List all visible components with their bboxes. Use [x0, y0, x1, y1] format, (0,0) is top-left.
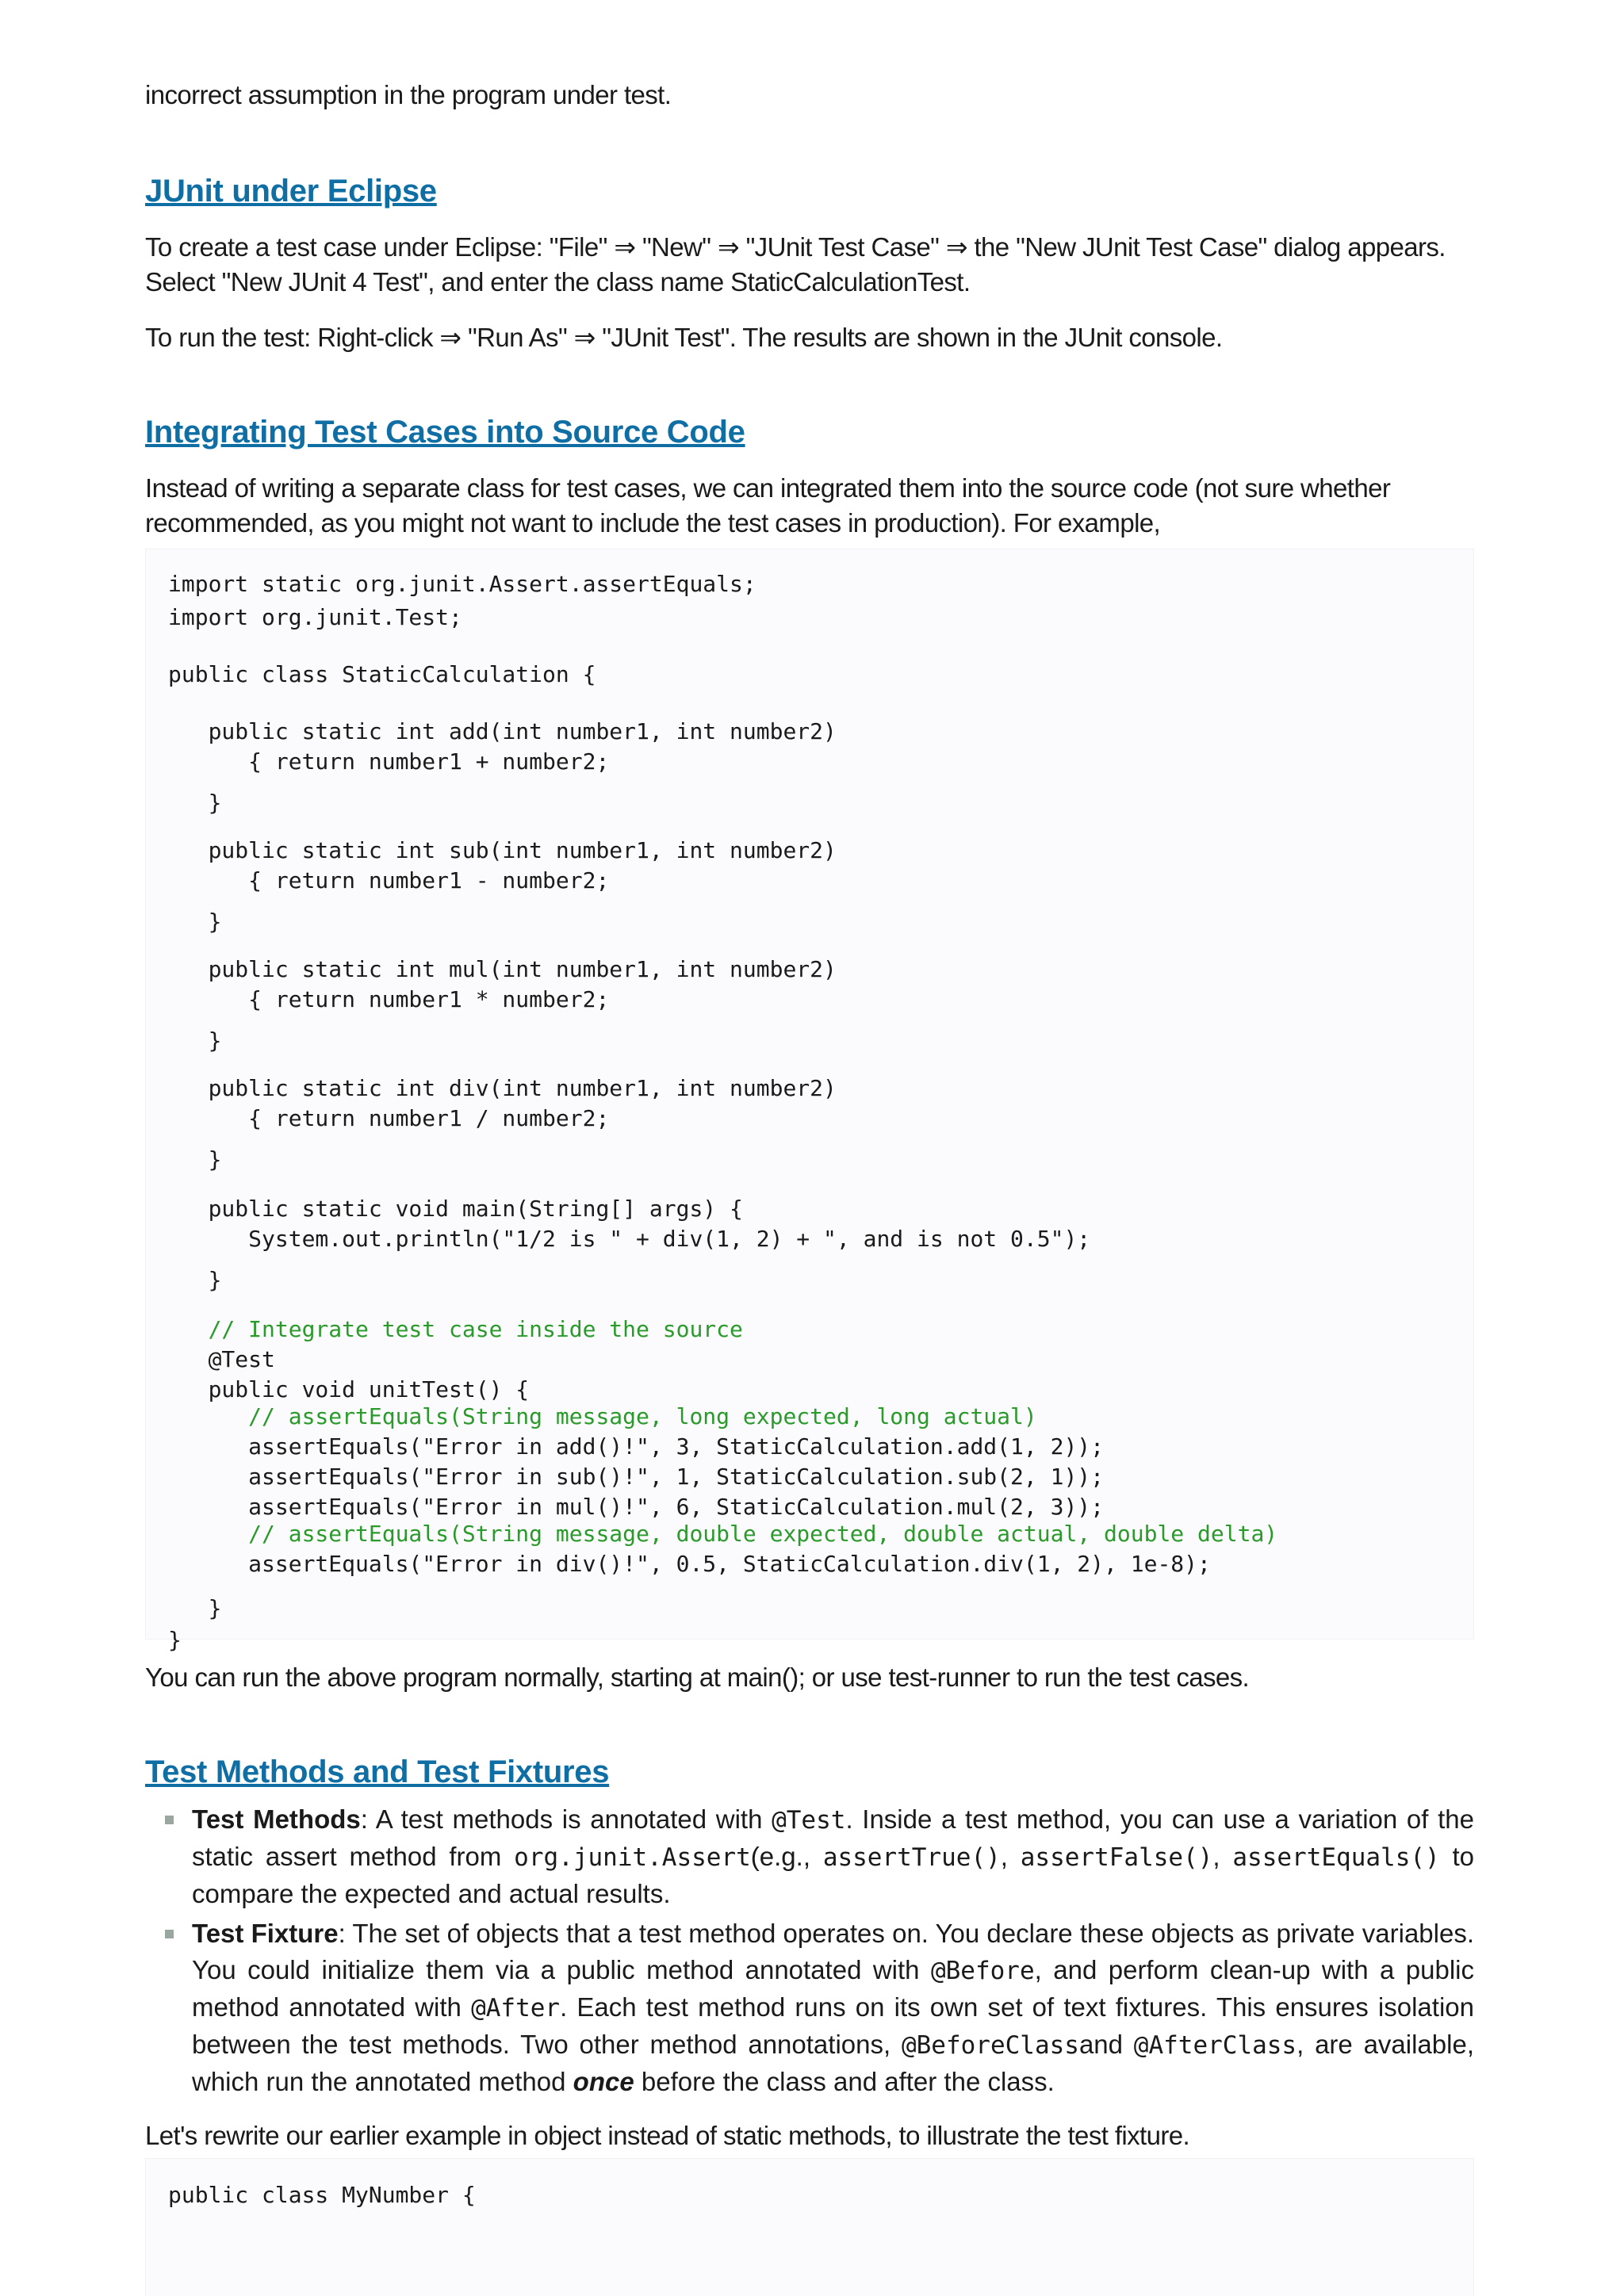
text: (e.g.,: [750, 1842, 823, 1871]
code-assert-equals: assertEquals(): [1232, 1843, 1440, 1872]
code-line: public static int add(int number1, int number2): [168, 718, 837, 744]
bullet-test-fixture: [145, 1915, 1474, 2100]
heading-integrating-test-cases[interactable]: Integrating Test Cases into Source Code: [145, 415, 745, 450]
code-line: }: [168, 1267, 222, 1293]
bullet-test-methods: [145, 1801, 1474, 1912]
code-line: public static int div(int number1, int number2): [168, 1075, 837, 1101]
text: to compare the expected and actual results.: [192, 1842, 1475, 1908]
code-afterclass-annotation: @AfterClass: [1133, 2031, 1297, 2060]
code-line: System.out.println("1/2 is " + div(1, 2) + ", and is not 0.5");: [168, 1226, 1091, 1252]
text: before the class and after the class.: [634, 2067, 1055, 2096]
intro-tail-text: incorrect assumption in the program under test.: [145, 80, 672, 109]
junit-eclipse-paragraph-1: To create a test case under Eclipse: "File" ⇒ "New" ⇒ "JUnit Test Case" ⇒ the "New JUnit Test Case" dialog appears. Select "New JUnit 4 Test", and enter the class name StaticCalculationTest.: [145, 232, 1446, 297]
code-line: { return number1 - number2;: [168, 867, 610, 894]
text: and: [1078, 2030, 1134, 2059]
code-after-annotation: @After: [471, 1994, 561, 2022]
text: : A test methods is annotated with: [360, 1804, 772, 1834]
code-line: }: [168, 1595, 222, 1621]
rewrite-paragraph: Let's rewrite our earlier example in object instead of static methods, to illustrate the test fixture.: [145, 2121, 1190, 2150]
code-line: }: [168, 1146, 222, 1173]
code-test-annotation: @Test: [772, 1806, 846, 1835]
code-before-annotation: @Before: [930, 1957, 1035, 1985]
integrating-paragraph-1: Instead of writing a separate class for test cases, we can integrated them into the source code (not sure whether recommended, as you might not want to include the test cases in production). For example,: [145, 473, 1391, 538]
text: , and perform clean-up with a public method annotated with: [192, 1955, 1475, 2022]
code-block-static-calculation: [145, 549, 1474, 1653]
bullet-square-icon: [165, 1816, 174, 1824]
code-line: public class StaticCalculation {: [168, 661, 596, 687]
code-line: public class MyNumber {: [168, 2182, 476, 2208]
bullet-square-icon: [165, 1930, 174, 1938]
code-line: assertEquals("Error in div()!", 0.5, StaticCalculation.div(1, 2), 1e-8);: [168, 1551, 1211, 1577]
code-line: assertEquals("Error in mul()!", 6, StaticCalculation.mul(2, 3));: [168, 1494, 1105, 1520]
code-line: }: [168, 1027, 222, 1054]
term-test-fixture: Test Fixture: [192, 1919, 339, 1948]
code-comment-line: // assertEquals(String message, long expected, long actual): [168, 1403, 1037, 1429]
code-line: public static void main(String[] args) {: [168, 1196, 743, 1222]
junit-eclipse-paragraph-2: To run the test: Right-click ⇒ "Run As" ⇒ "JUnit Test". The results are shown in the JUnit console.: [145, 323, 1223, 352]
emphasis-once: once: [573, 2067, 634, 2096]
text: , are available, which run the annotated method: [192, 2030, 1474, 2096]
code-beforeclass-annotation: @BeforeClass: [901, 2031, 1079, 2060]
heading-junit-under-eclipse[interactable]: JUnit under Eclipse: [145, 174, 437, 209]
code-line: public void unitTest() {: [168, 1376, 530, 1402]
fixtures-bullet-list: [145, 1801, 1474, 2100]
code-line: { return number1 / number2;: [168, 1105, 610, 1131]
code-line: public static int sub(int number1, int number2): [168, 837, 837, 863]
code-block-mynumber: [145, 2158, 1474, 2296]
code-line: }: [168, 790, 222, 816]
code-line: assertEquals("Error in sub()!", 1, StaticCalculation.sub(2, 1));: [168, 1464, 1105, 1490]
code-line: }: [168, 909, 222, 935]
code-assert-false: assertFalse(): [1020, 1843, 1213, 1872]
heading-test-methods-fixtures[interactable]: Test Methods and Test Fixtures: [145, 1755, 610, 1789]
code-line: @Test: [168, 1346, 275, 1372]
code-line: import org.junit.Test;: [168, 604, 462, 630]
text: ,: [1000, 1842, 1021, 1871]
code-comment-line: // Integrate test case inside the source: [168, 1316, 743, 1342]
code-comment-line: // assertEquals(String message, double expected, double actual, double delta): [168, 1521, 1278, 1547]
text: . Each test method runs on its own set of text fixtures. This ensures isolation between the test methods. Two other method annotations,: [192, 1992, 1474, 2059]
code-line: { return number1 * number2;: [168, 986, 610, 1012]
code-org-junit-assert: org.junit.Assert: [514, 1843, 751, 1872]
integrating-paragraph-2: You can run the above program normally, starting at main(); or use test-runner to run the test cases.: [145, 1663, 1250, 1692]
term-test-methods: Test Methods: [192, 1804, 361, 1834]
code-line: { return number1 + number2;: [168, 748, 610, 775]
text: . Inside a test method, you can use a variation of the static assert method from: [192, 1804, 1474, 1871]
code-line: }: [168, 1627, 182, 1653]
text: ,: [1212, 1842, 1233, 1871]
code-line: import static org.junit.Assert.assertEquals;: [168, 571, 756, 597]
text: : The set of objects that a test method operates on. You declare these objects as private variables. You could initialize them via a public method annotated with: [192, 1919, 1475, 1984]
code-line: assertEquals("Error in add()!", 3, StaticCalculation.add(1, 2));: [168, 1433, 1105, 1460]
code-line: public static int mul(int number1, int number2): [168, 956, 837, 982]
code-assert-true: assertTrue(): [822, 1843, 1001, 1872]
